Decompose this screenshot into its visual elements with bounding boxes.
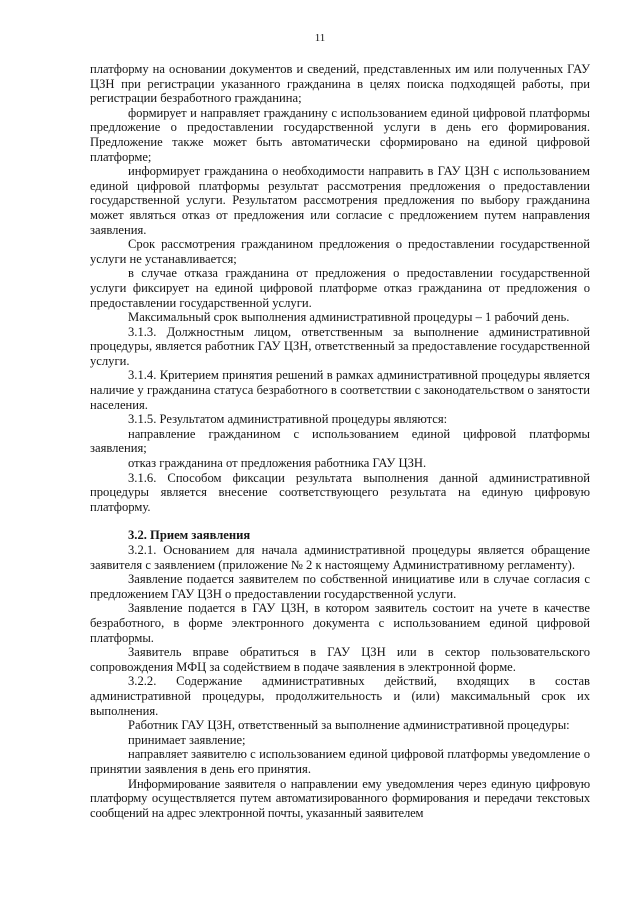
paragraph-3-2-2: 3.2.2. Содержание административных действий, входящих в состав административной процедуры, продолжительность и (или) максимальный срок их выполнения.: [90, 674, 590, 718]
paragraph-forms-offer: формирует и направляет гражданину с использованием единой цифровой платформы предложение о предоставлении государственной услуги в день его формирования. Предложение также может быть автоматически сформировано на единой цифровой платформе;: [90, 105, 590, 164]
paragraph-sends-notification: направляет заявителю с использованием единой цифровой платформы уведомление о принятии заявления в день его принятия.: [90, 747, 590, 776]
paragraph-refusal-record: в случае отказа гражданина от предложения о предоставлении государственной услуги фиксирует на единой цифровой платформе отказ гражданина от предложения о предоставлении государственной услуги.: [90, 266, 590, 310]
page-number: 11: [314, 32, 326, 44]
paragraph-electronic-form: Заявление подается в ГАУ ЦЗН, в котором заявитель состоит на учете в качестве безработного, в форме электронного документа с использованием единой цифровой платформы.: [90, 601, 590, 645]
paragraph-result-refusal: отказ гражданина от предложения работника ГАУ ЦЗН.: [128, 456, 427, 471]
document-body: [90, 62, 590, 820]
paragraph-3-1-5: 3.1.5. Результатом административной процедуры являются:: [128, 412, 448, 427]
paragraph-informing: Информирование заявителя о направлении ему уведомления через единую цифровую платформу осуществляется путем автоматизированного формирования и передачи текстовых сообщений на адрес электронной почты, указанный заявителем: [90, 776, 590, 820]
paragraph-result-application: направление гражданином с использованием единой цифровой платформы заявления;: [90, 426, 590, 456]
paragraph-mfc-support: Заявитель вправе обратиться в ГАУ ЦЗН или в сектор пользовательского сопровождения МФЦ за содействием в подаче заявления в электронной форме.: [90, 645, 590, 674]
paragraph-informs-citizen: информирует гражданина о необходимости направить в ГАУ ЦЗН с использованием единой цифровой платформы результат рассмотрения предложения о предоставлении государственной услуги. Результатом рассмотрения предложения по выбору гражданина может являться отказ от предложения или согласие с предложением путем направления заявления.: [90, 164, 590, 237]
paragraph-max-duration: Максимальный срок выполнения административной процедуры – 1 рабочий день.: [128, 310, 570, 325]
paragraph-3-1-4: 3.1.4. Критерием принятия решений в рамках административной процедуры является наличие у гражданина статуса безработного в соответствии с законодательством о занятости населения.: [90, 368, 590, 412]
paragraph-3-1-6: 3.1.6. Способом фиксации результата выполнения данной административной процедуры является внесение соответствующего результата на единую цифровую платформу.: [90, 470, 590, 514]
paragraph-worker-responsible: Работник ГАУ ЦЗН, ответственный за выполнение административной процедуры:: [128, 718, 570, 733]
paragraph-continuation: платформу на основании документов и сведений, представленных им или полученных ГАУ ЦЗН при регистрации указанного гражданина в целях поиска подходящей работы, при регистрации безработного гражданина;: [90, 62, 590, 106]
paragraph-3-2-1: 3.2.1. Основанием для начала административной процедуры является обращение заявителя с заявлением (приложение № 2 к настоящему Административному регламенту).: [90, 543, 590, 572]
paragraph-accepts-application: принимает заявление;: [128, 732, 246, 747]
paragraph-review-period: Срок рассмотрения гражданином предложения о предоставлении государственной услуги не устанавливается;: [90, 237, 590, 266]
section-heading: 3.2. Прием заявления: [128, 528, 251, 543]
paragraph-own-initiative: Заявление подается заявителем по собственной инициативе или в случае согласия с предложением ГАУ ЦЗН о предоставлении государственной услуги.: [90, 572, 590, 601]
paragraph-3-1-3: 3.1.3. Должностным лицом, ответственным за выполнение административной процедуры, является работник ГАУ ЦЗН, ответственный за предоставление государственной услуги.: [90, 324, 590, 368]
